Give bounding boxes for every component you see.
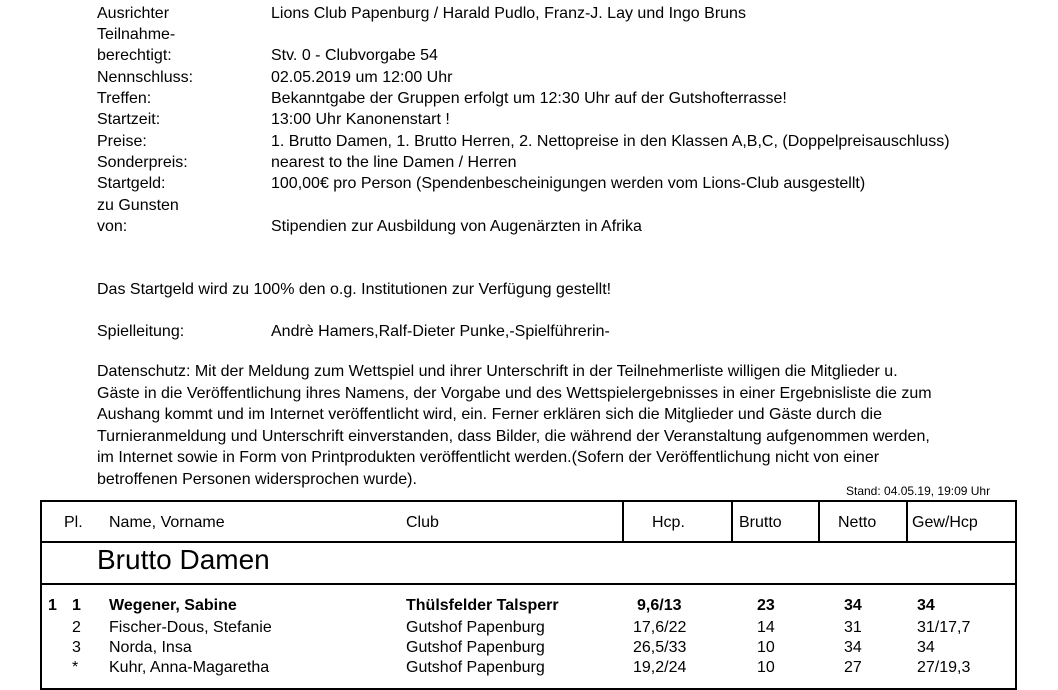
info-value: Stv. 0 - Clubvorgabe 54 (271, 47, 438, 64)
col-header-brutto: Brutto (739, 514, 782, 531)
row-club: Gutshof Papenburg (406, 659, 545, 676)
info-label: Startzeit: (97, 111, 161, 128)
col-header-gew: Gew/Hcp (912, 514, 978, 531)
column-divider (818, 501, 820, 541)
datenschutz-line: Aushang kommt und im Internet veröffentlicht wird, ein. Ferner erklären sich die Mitglieder und Gäste durch die (97, 406, 882, 423)
startgeld-note: Das Startgeld wird zu 100% den o.g. Institutionen zur Verfügung gestellt! (97, 281, 612, 298)
stand-timestamp: Stand: 04.05.19, 19:09 Uhr (846, 484, 991, 498)
info-label: zu Gunsten (97, 197, 179, 214)
datenschutz-line: betroffenen Personen widersprochen wurde). (97, 470, 417, 488)
info-value: Bekanntgabe der Gruppen erfolgt um 12:30 Uhr auf der Gutshofterrasse! (271, 90, 787, 107)
row-netto: 34 (844, 639, 862, 656)
column-divider (622, 501, 624, 541)
info-value: 13:00 Uhr Kanonenstart ! (271, 111, 450, 128)
row-club: Gutshof Papenburg (406, 639, 545, 656)
row-gew: 34 (917, 597, 935, 614)
info-value: nearest to the line Damen / Herren (271, 154, 517, 171)
info-label: Treffen: (97, 90, 152, 107)
row-name: Wegener, Sabine (109, 597, 237, 614)
section-title: Brutto Damen (97, 544, 270, 575)
datenschutz-line: Datenschutz: Mit der Meldung zum Wettspiel und ihrer Unterschrift in der Teilnehmerliste willigen die Mitglieder u. (97, 363, 898, 380)
info-label: Nennschluss: (97, 69, 194, 86)
info-label: berechtigt: (97, 47, 172, 64)
row-place: 2 (72, 619, 81, 636)
spielleitung-value: Andrè Hamers,Ralf-Dieter Punke,-Spielführerin- (271, 323, 610, 340)
datenschutz-line: im Internet sowie in Form von Printprodukten veröffentlicht werden.(Sofern der Veröffentlichung nicht von einer (97, 449, 880, 466)
row-brutto: 14 (757, 619, 775, 636)
row-place: * (72, 659, 79, 676)
info-label: Teilnahme- (97, 26, 176, 43)
info-value: 100,00€ pro Person (Spendenbescheinigungen werden vom Lions-Club ausgestellt) (271, 175, 866, 192)
col-header-netto: Netto (838, 514, 877, 531)
row-brutto: 10 (757, 639, 775, 656)
col-header-club: Club (406, 514, 439, 531)
row-club: Thülsfelder Talsperr (406, 597, 559, 614)
row-hcp: 17,6/22 (633, 619, 687, 636)
row-name: Kuhr, Anna-Magaretha (109, 659, 270, 676)
info-value: 02.05.2019 um 12:00 Uhr (271, 69, 453, 86)
column-divider (731, 501, 733, 541)
col-header-hcp: Hcp. (652, 514, 685, 531)
datenschutz-line: Turnieranmeldung und Unterschrift einverstanden, dass Bilder, die während der Veranstaltung aufgenommen werden, (97, 427, 930, 445)
col-header-pl: Pl. (64, 514, 83, 531)
row-hcp: 26,5/33 (633, 639, 687, 656)
info-value: Stipendien zur Ausbildung von Augenärzten in Afrika (271, 218, 642, 235)
row-netto: 27 (844, 659, 862, 676)
row-place: 3 (72, 639, 81, 656)
row-name: Norda, Insa (109, 639, 192, 656)
row-brutto: 10 (757, 659, 775, 676)
row-name: Fischer-Dous, Stefanie (109, 619, 272, 636)
row-rank: 1 (48, 597, 57, 614)
row-hcp: 19,2/24 (633, 659, 687, 676)
row-netto: 34 (844, 597, 862, 614)
info-label: von: (97, 218, 128, 235)
datenschutz-line: Gäste in die Veröffentlichung ihres Namens, der Vorgabe und des Wettspielergebnisses in einer Ergebnisliste die zum (97, 384, 932, 402)
row-gew: 31/17,7 (917, 619, 971, 636)
section-divider (40, 583, 1017, 585)
col-header-name: Name, Vorname (109, 514, 225, 531)
info-value: Lions Club Papenburg / Harald Pudlo, Franz-J. Lay und Ingo Bruns (271, 5, 746, 22)
row-club: Gutshof Papenburg (406, 619, 545, 636)
info-label: Ausrichter (97, 5, 170, 22)
datenschutz-paragraph (97, 361, 1037, 490)
column-divider (906, 501, 908, 541)
info-label: Startgeld: (97, 175, 166, 192)
info-label: Sonderpreis: (97, 154, 188, 171)
info-label: Preise: (97, 133, 147, 150)
row-brutto: 23 (757, 597, 775, 614)
row-gew: 27/19,3 (917, 659, 971, 676)
row-netto: 31 (844, 619, 862, 636)
info-value: 1. Brutto Damen, 1. Brutto Herren, 2. Nettopreise in den Klassen A,B,C, (Doppelpreisauschluss) (271, 133, 950, 150)
spielleitung-label: Spielleitung: (97, 323, 185, 340)
row-place: 1 (72, 597, 81, 614)
row-hcp: 9,6/13 (637, 597, 682, 614)
row-gew: 34 (917, 639, 935, 656)
